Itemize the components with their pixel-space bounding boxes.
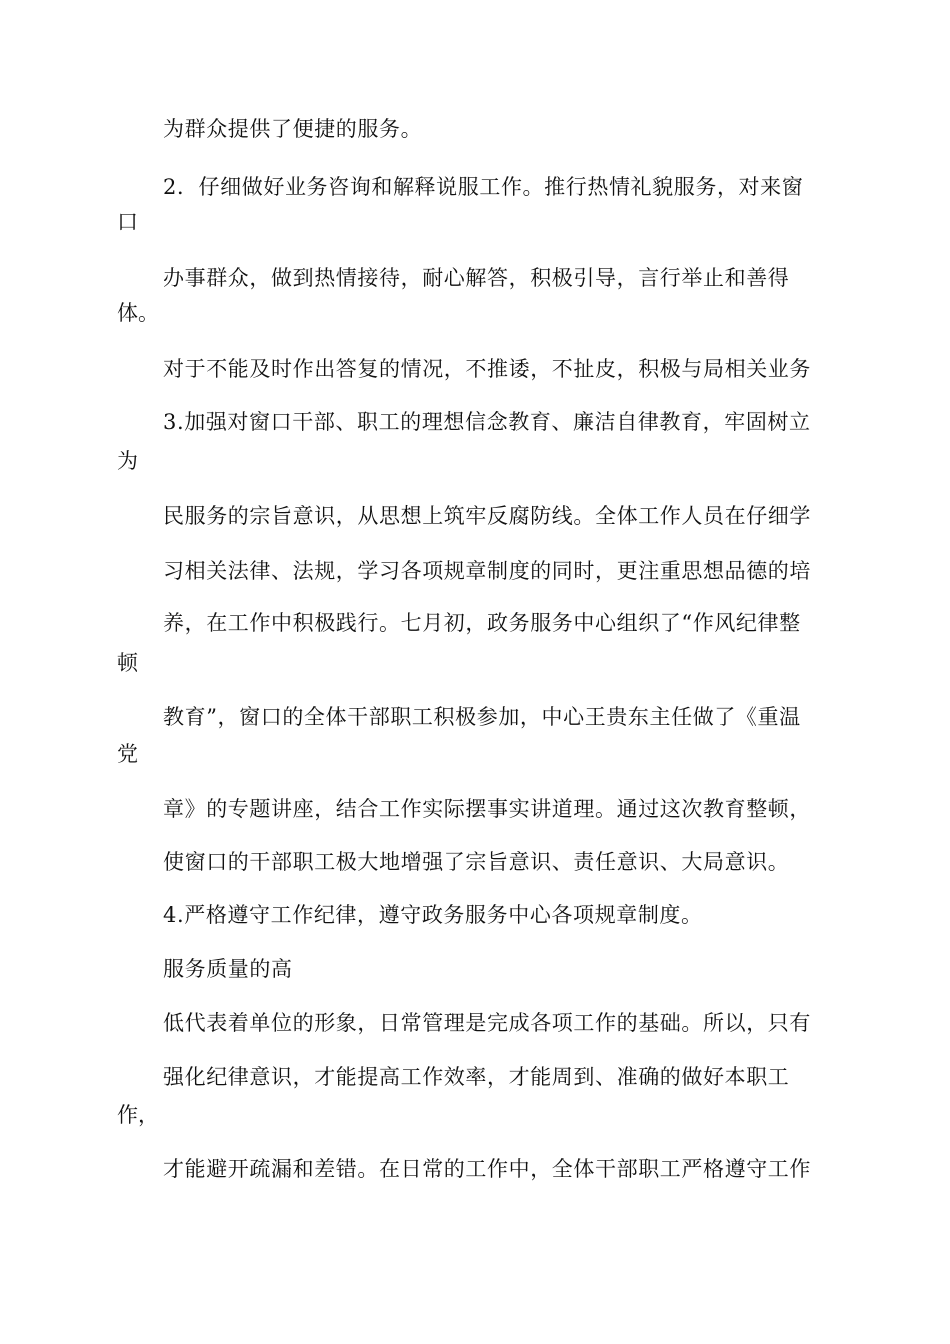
text-line-7: 习相关法律、法规，学习各项规章制度的同时，更注重思想品德的培 xyxy=(163,559,811,583)
text-line-9-wrap: 党 xyxy=(117,742,138,766)
text-line-3: 办事群众，做到热情接待，耐心解答，积极引导，言行举止和善得 xyxy=(163,266,790,290)
text-line-5-wrap: 为 xyxy=(117,449,138,473)
text-line-11: 使窗口的干部职工极大地增强了宗旨意识、责任意识、大局意识。 xyxy=(163,850,790,874)
text-line-5: 3.加强对窗口干部、职工的理想信念教育、廉洁自律教育，牢固树立 xyxy=(163,410,811,434)
text-line-15: 强化纪律意识，才能提高工作效率，才能周到、准确的做好本职工 xyxy=(163,1065,790,1089)
text-line-10: 章》的专题讲座，结合工作实际摆事实讲道理。通过这次教育整顿， xyxy=(163,797,811,821)
text-line-13: 服务质量的高 xyxy=(163,957,293,981)
text-line-14: 低代表着单位的形象，日常管理是完成各项工作的基础。所以，只有 xyxy=(163,1011,811,1035)
text-line-3-wrap: 体。 xyxy=(117,301,159,325)
text-line-8-wrap: 顿 xyxy=(117,651,138,675)
text-line-4: 对于不能及时作出答复的情况，不推诿，不扯皮，积极与局相关业务 xyxy=(163,357,811,381)
text-line-1: 为群众提供了便捷的服务。 xyxy=(163,117,423,141)
text-line-9: 教育”，窗口的全体干部职工积极参加，中心王贵东主任做了《重温 xyxy=(163,705,801,729)
text-line-12: 4.严格遵守工作纪律，遵守政务服务中心各项规章制度。 xyxy=(163,903,703,927)
text-line-16: 才能避开疏漏和差错。在日常的工作中，全体干部职工严格遵守工作 xyxy=(163,1157,811,1181)
text-line-15-wrap: 作， xyxy=(117,1103,159,1127)
text-line-2-wrap: 口 xyxy=(117,210,138,234)
text-line-2: 2．仔细做好业务咨询和解释说服工作。推行热情礼貌服务，对来窗 xyxy=(163,175,804,199)
text-line-6: 民服务的宗旨意识，从思想上筑牢反腐防线。全体工作人员在仔细学 xyxy=(163,504,811,528)
text-line-8: 养，在工作中积极践行。七月初，政务服务中心组织了“作风纪律整 xyxy=(163,611,801,635)
